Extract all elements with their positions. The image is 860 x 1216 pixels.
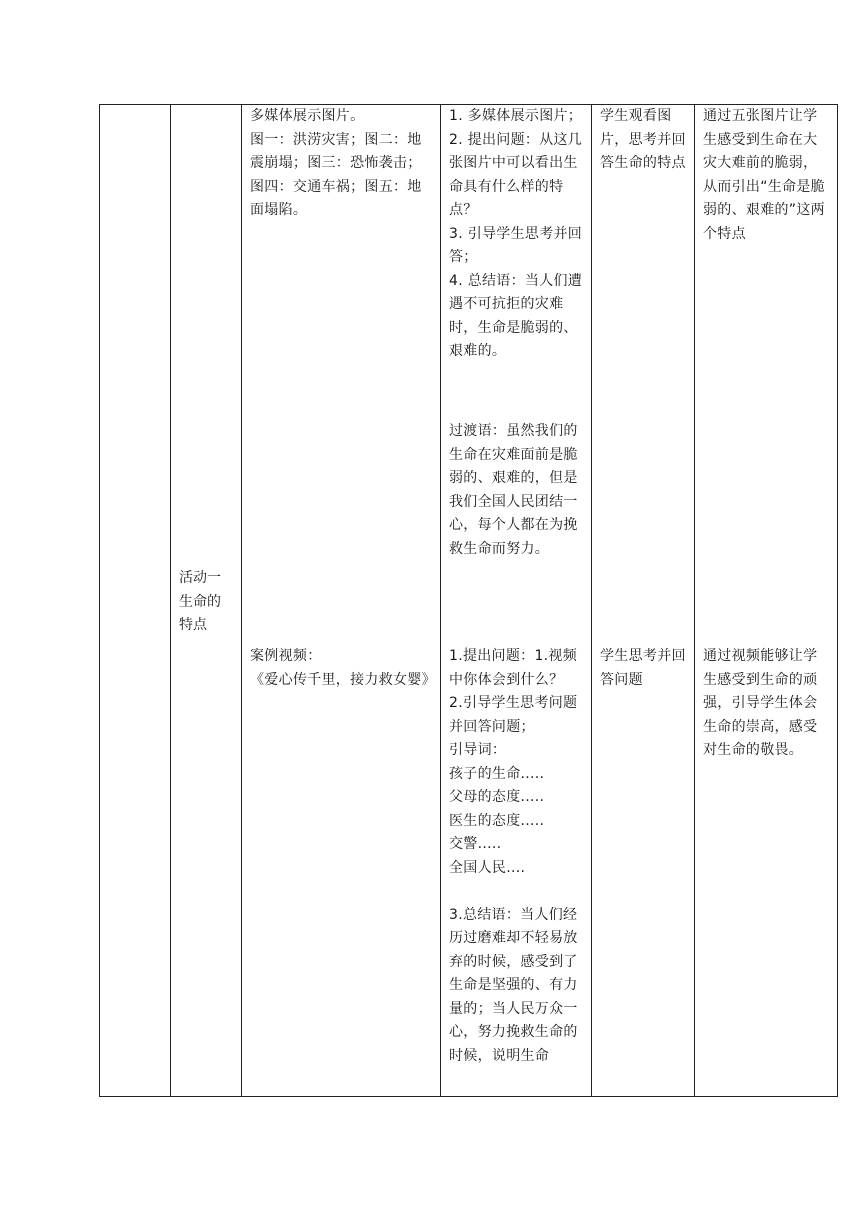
row1-content: 多媒体展示图片。 图一：洪涝灾害；图二：地震崩塌；图三：恐怖袭击；图四：交通车祸；图五：地面塌陷。 bbox=[250, 108, 422, 218]
lesson-plan-table bbox=[99, 104, 838, 1097]
row2-teacher-activity: 1.提出问题：1.视频中你体会到什么？ 2.引导学生思考问题并回答问题； 引导词： 孩子的生命..... 父母的态度..... 医生的态度..... 交警..... 全国人民.... 3.总结语：当人们经历过磨难却不轻易放弃的时候，感受到了生命是坚强的、有力量的；当人民万众一心，努力挽救生命的时候，说明生命 bbox=[449, 648, 578, 1064]
row2-student-activity: 学生思考并回答问题 bbox=[600, 648, 686, 688]
row1-design-intent: 通过五张图片让学生感受到生命在大灾大难前的脆弱，从而引出“生命是脆弱的、艰难的”这两个特点 bbox=[703, 108, 825, 242]
row2-design-intent: 通过视频能够让学生感受到生命的顽强，引导学生体会生命的崇高，感受对生命的敬畏。 bbox=[703, 648, 818, 758]
student-activity-cell bbox=[592, 105, 695, 1097]
row1-teacher-activity: 1. 多媒体展示图片； 2. 提出问题：从这几张图片中可以看出生命具有什么样的特点？ 3. 引导学生思考并回答； 4. 总结语：当人们遭遇不可抗拒的灾难时，生命是脆弱的、艰难的。 bbox=[449, 108, 583, 359]
design-intent-cell bbox=[695, 105, 838, 1097]
row1-student-activity: 学生观看图片，思考并回答生命的特点 bbox=[600, 108, 686, 171]
row1-transition: 过渡语：虽然我们的生命在灾难面前是脆弱的、艰难的，但是我们全国人民团结一心，每个人都在为挽救生命而努力。 bbox=[449, 423, 578, 557]
row2-content: 案例视频： 《爱心传千里，接力救女婴》 bbox=[250, 648, 436, 688]
activity-cell bbox=[171, 105, 242, 1097]
teacher-activity-cell bbox=[441, 105, 592, 1097]
content-cell bbox=[242, 105, 441, 1097]
stage-cell bbox=[100, 105, 171, 1097]
activity-label: 活动一 生命的 特点 bbox=[179, 570, 221, 633]
